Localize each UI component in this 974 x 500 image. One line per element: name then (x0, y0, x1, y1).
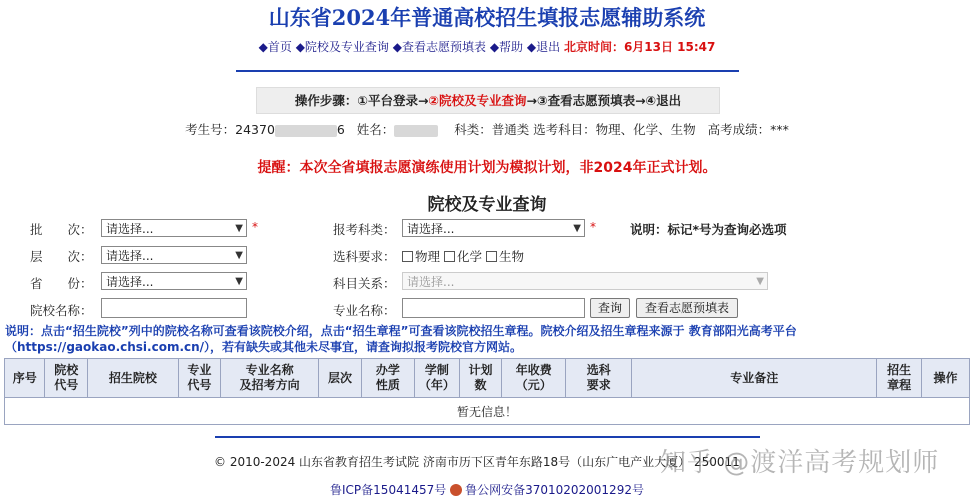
table-header-cell: 层次 (319, 359, 362, 398)
exam-no-label: 考生号： (185, 122, 236, 137)
footer-copyright: © 2010-2024 山东省教育招生考试院 济南市历下区青年东路18号（山东广电产业大厦） 250011 (214, 455, 740, 469)
table-header-cell: 专业备注 (632, 359, 877, 398)
table-header-cell: 年收费 （元） (502, 359, 566, 398)
major-name-input[interactable] (402, 298, 585, 318)
major-name-label: 专业名称： (333, 303, 396, 318)
operation-steps (256, 87, 720, 114)
nav-home-link[interactable]: ◆首页 (258, 40, 292, 54)
table-header-cell: 院校 代号 (45, 359, 88, 398)
beijing-time: 北京时间：6月13日 15:47 (563, 40, 716, 54)
level-select-value: 请选择... (106, 249, 154, 263)
physics-label: 物理 (415, 249, 441, 264)
subject-req-label: 选科要求： (333, 249, 396, 264)
results-table (4, 358, 970, 425)
subject-type: 科类：普通类 选考科目：物理、化学、生物 (454, 122, 696, 137)
police-link[interactable]: 鲁公网安备37010202001292号 (465, 483, 644, 497)
table-header-cell: 计划 数 (459, 359, 502, 398)
empty-message: 暂无信息！ (5, 398, 970, 425)
table-header-cell: 专业 代号 (178, 359, 221, 398)
batch-select-value: 请选择... (106, 222, 154, 236)
candidate-info (0, 120, 974, 138)
table-header-row (5, 359, 970, 398)
step-login: ①平台登录→ (357, 93, 429, 108)
relation-label: 科目关系： (333, 276, 396, 291)
page-title: 山东省2024年普通高校招生填报志愿辅助系统 (268, 5, 706, 30)
nav-query-link[interactable]: ◆院校及专业查询 (295, 40, 389, 54)
footer-records (0, 481, 974, 498)
view-preview-button[interactable]: 查看志愿预填表 (636, 298, 738, 318)
province-label: 省 份： (30, 276, 93, 291)
exam-no-start: 24370 (235, 122, 275, 137)
step-query-current: ②院校及专业查询 (428, 93, 527, 108)
chevron-down-icon: ▼ (235, 276, 243, 287)
nav-preview-link[interactable]: ◆查看志愿预填表 (392, 40, 486, 54)
nav-exit-link[interactable]: ◆退出 (526, 40, 561, 54)
required-mark: * (252, 220, 258, 234)
query-button[interactable]: 查询 (590, 298, 630, 318)
category-label: 报考科类： (333, 222, 396, 237)
level-select[interactable] (101, 246, 247, 264)
table-header-cell: 专业名称 及招考方向 (221, 359, 319, 398)
table-header-cell: 办学 性质 (361, 359, 414, 398)
chevron-down-icon: ▼ (573, 223, 581, 234)
table-header-cell: 序号 (5, 359, 45, 398)
physics-checkbox[interactable] (402, 251, 413, 262)
steps-label: 操作步骤： (294, 93, 358, 108)
table-header-cell: 操作 (921, 359, 969, 398)
biology-label: 生物 (499, 249, 525, 264)
category-select-value: 请选择... (407, 222, 455, 236)
relation-select[interactable] (402, 272, 768, 290)
chevron-down-icon: ▼ (235, 250, 243, 261)
simulation-warning: 提醒：本次全省填报志愿演练使用计划为模拟计划，非2024年正式计划。 (257, 160, 717, 176)
category-select[interactable] (402, 219, 585, 237)
table-row (5, 398, 970, 425)
batch-select[interactable] (101, 219, 247, 237)
zhihu-watermark: 知乎 @渡洋高考规划师 (660, 448, 940, 478)
province-select-value: 请选择... (106, 275, 154, 289)
section-title: 院校及专业查询 (427, 195, 547, 215)
chemistry-label: 化学 (457, 249, 483, 264)
required-mark: * (590, 220, 596, 234)
nav-help-link[interactable]: ◆帮助 (489, 40, 524, 54)
top-nav (0, 38, 974, 55)
table-header-cell: 招生 章程 (877, 359, 922, 398)
chevron-down-icon: ▼ (235, 223, 243, 234)
exam-no-end: 6 (336, 122, 345, 137)
chevron-down-icon: ▼ (756, 276, 764, 287)
level-label: 层 次： (30, 249, 93, 264)
footer-divider (215, 436, 760, 438)
table-header-cell: 选科 要求 (566, 359, 632, 398)
title-divider (236, 70, 739, 72)
school-name-input[interactable] (101, 298, 247, 318)
batch-label: 批 次： (30, 222, 93, 237)
subject-checkboxes (398, 247, 524, 265)
chemistry-checkbox[interactable] (444, 251, 455, 262)
school-name-label: 院校名称： (30, 303, 93, 318)
description-text: 说明：点击“招生院校”列中的院校名称可查看该院校介绍，点击“招生章程”可查看该院校招生章程。院校介绍及招生章程来源于 教育部阳光高考平台（https://gaokao.chsi.com.cn/），若有缺失或其他未尽事宜，请查询拟报考院校官方网站。 (5, 324, 797, 354)
biology-checkbox[interactable] (486, 251, 497, 262)
step-exit: ④退出 (645, 93, 682, 108)
icp-link[interactable]: 鲁ICP备15041457号 (330, 483, 447, 497)
required-note: 说明：标记*号为查询必选项 (630, 222, 787, 237)
step-preview: →③查看志愿预填表→ (526, 93, 646, 108)
redacted-name (394, 125, 438, 137)
police-badge-icon (450, 484, 462, 496)
relation-select-value: 请选择... (407, 275, 455, 289)
score: 高考成绩：*** (707, 122, 789, 137)
redacted-exam-no (275, 125, 337, 137)
province-select[interactable] (101, 272, 247, 290)
table-header-cell: 招生院校 (88, 359, 179, 398)
name-label: 姓名： (356, 122, 395, 137)
table-header-cell: 学制 （年） (415, 359, 460, 398)
